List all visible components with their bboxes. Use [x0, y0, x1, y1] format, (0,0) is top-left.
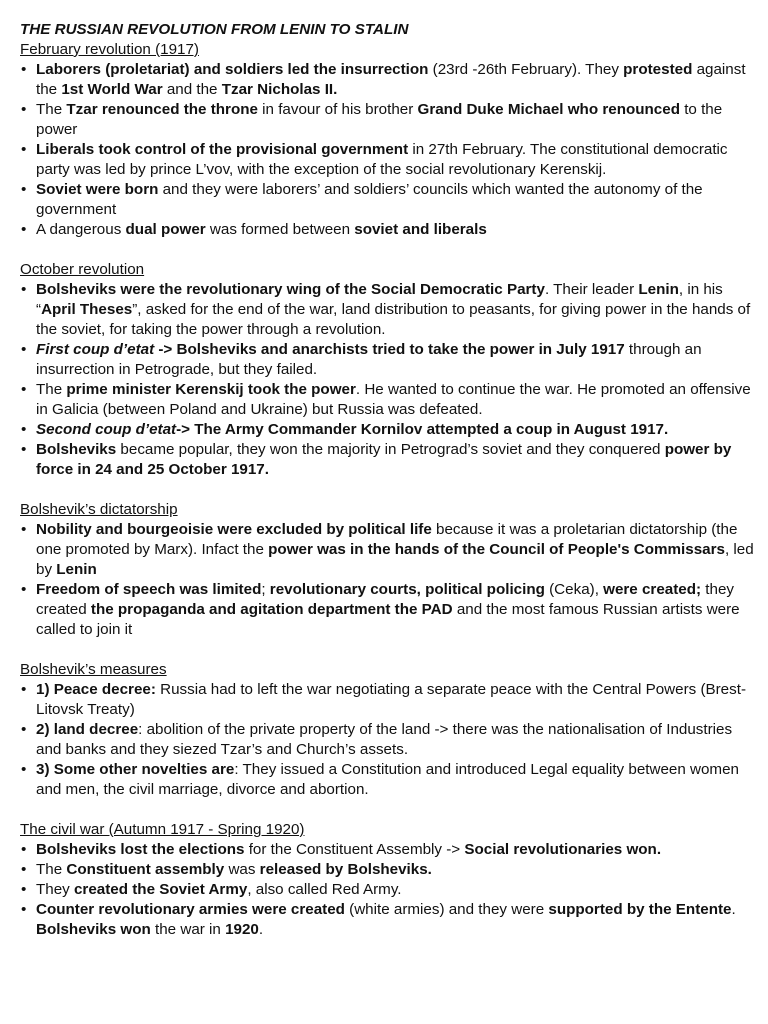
list-item	[20, 100, 754, 140]
text-run: power was in the hands of the Council of People's Commissars	[268, 541, 725, 558]
text-run: The	[36, 101, 67, 118]
text-run: Lenin	[638, 281, 679, 298]
text-run: Bolsheviks and anarchists tried to take the power in July 1917	[176, 341, 625, 358]
text-run: . He wanted to continue the war. He promoted an offensive in Galicia (between Poland and Ukraine) but Russia was defeated.	[36, 381, 751, 418]
section-heading: October revolution	[20, 261, 145, 278]
text-run: 1st World War	[61, 81, 163, 98]
text-run: ->	[154, 341, 177, 358]
text-run: : abolition of the private property of the land -> there was the nationalisation of Industries and banks and they siezed Tzar’s and Church’s assets.	[36, 721, 733, 758]
text-run: : They issued a Constitution and introduced Legal equality between women and men, the civil marriage, divorce and abortion.	[36, 761, 739, 798]
text-run: the propaganda and agitation department the PAD	[90, 601, 453, 618]
bullet-icon: •	[21, 901, 27, 918]
text-run: Grand Duke Michael who renounced	[417, 101, 680, 118]
text-run: The	[36, 861, 67, 878]
text-run: 2) land decree	[36, 721, 139, 738]
text-run: 1) Peace decree:	[36, 681, 156, 698]
list-item	[20, 420, 754, 440]
section-heading: Bolshevik’s dictatorship	[20, 501, 178, 518]
list-item	[20, 180, 754, 220]
section	[20, 500, 754, 640]
text-run: released by Bolsheviks.	[259, 861, 432, 878]
text-run: became popular, they won the majority in Petrograd’s soviet and they conquered	[116, 441, 665, 458]
text-run: against the	[36, 61, 746, 98]
text-run: (23rd -26th February). They	[428, 61, 624, 78]
section	[20, 820, 754, 940]
text-run: .	[258, 921, 264, 938]
text-run: Bolsheviks	[36, 441, 117, 458]
bullet-icon: •	[21, 681, 27, 698]
list-item	[20, 340, 754, 380]
text-run: Nobility and bourgeoisie were excluded by political life	[36, 521, 432, 538]
bullet-icon: •	[21, 221, 27, 238]
text-run: revolutionary courts, political policing	[269, 581, 545, 598]
bullet-list	[20, 840, 754, 940]
text-run: Russia had to left the war negotiating a separate peace with the Central Powers (Brest-Litovsk Treaty)	[36, 681, 747, 718]
text-run: Second coup d’etat	[36, 421, 177, 438]
text-run: the war in	[150, 921, 226, 938]
text-run: (white armies) and they were	[344, 901, 549, 918]
text-run: in 27th February. The constitutional democratic party was led by prince L’vov, with the exception of the social revolutionary Kerenskij.	[36, 141, 728, 178]
text-run: They	[36, 881, 74, 898]
text-run: for the Constituent Assembly ->	[244, 841, 465, 858]
text-run: , in his “	[36, 281, 723, 318]
text-run: in favour of his brother	[257, 101, 418, 118]
list-item	[20, 520, 754, 580]
bullet-icon: •	[21, 861, 27, 878]
text-run: A dangerous	[36, 221, 126, 238]
text-run: Counter revolutionary armies were created	[36, 901, 345, 918]
text-run: to the power	[36, 101, 723, 138]
bullet-icon: •	[21, 421, 27, 438]
text-run: (Ceka),	[544, 581, 604, 598]
bullet-icon: •	[21, 721, 27, 738]
text-run: First coup d’etat	[36, 341, 155, 358]
list-item	[20, 760, 754, 800]
section	[20, 40, 754, 240]
list-item	[20, 840, 754, 860]
text-run: . Their leader	[544, 281, 639, 298]
list-item	[20, 280, 754, 340]
bullet-icon: •	[21, 101, 27, 118]
text-run: and the most famous Russian artists were called to join it	[36, 601, 740, 638]
list-item	[20, 220, 754, 240]
text-run: dual power	[125, 221, 206, 238]
text-run: Bolsheviks won	[36, 921, 151, 938]
bullet-icon: •	[21, 581, 27, 598]
text-run: 3) Some other novelties are	[36, 761, 235, 778]
bullet-icon: •	[21, 61, 27, 78]
text-run: .	[731, 901, 736, 918]
text-run: and they were laborers’ and soldiers’ councils which wanted the autonomy of the government	[36, 181, 703, 218]
document-title: THE RUSSIAN REVOLUTION FROM LENIN TO STALIN	[20, 21, 409, 38]
text-run: because it was a proletarian dictatorship (the one promoted by Marx). Infact the	[36, 521, 738, 558]
text-run: through an insurrection in Petrograde, but they failed.	[36, 341, 702, 378]
text-run: Tzar renounced the throne	[66, 101, 258, 118]
bullet-icon: •	[21, 381, 27, 398]
text-run: 1920	[225, 921, 259, 938]
bullet-icon: •	[21, 141, 27, 158]
section-heading: February revolution (1917)	[20, 41, 199, 58]
list-item	[20, 720, 754, 760]
text-run: were created;	[603, 581, 702, 598]
text-run: protested	[623, 61, 693, 78]
text-run: Lenin	[56, 561, 97, 578]
text-run: created the Soviet Army	[73, 881, 248, 898]
bullet-icon: •	[21, 181, 27, 198]
text-run: Liberals took control of the provisional government	[36, 141, 409, 158]
text-run: , also called Red Army.	[247, 881, 402, 898]
text-run: supported by the Entente	[548, 901, 732, 918]
bullet-icon: •	[21, 521, 27, 538]
section	[20, 260, 754, 480]
text-run: , led by	[36, 541, 754, 578]
text-run: The	[36, 381, 67, 398]
section	[20, 660, 754, 800]
bullet-icon: •	[21, 281, 27, 298]
bullet-icon: •	[21, 341, 27, 358]
text-run: Freedom of speech was limited	[36, 581, 262, 598]
list-item	[20, 60, 754, 100]
text-run: Tzar Nicholas II.	[221, 81, 338, 98]
document-body	[20, 40, 754, 940]
bullet-list	[20, 680, 754, 800]
text-run: soviet and liberals	[354, 221, 487, 238]
bullet-list	[20, 520, 754, 640]
text-run: and the	[162, 81, 222, 98]
text-run: ;	[261, 581, 270, 598]
text-run: Laborers (proletariat) and soldiers led the insurrection	[36, 61, 429, 78]
text-run: Soviet were born	[36, 181, 159, 198]
text-run: -> The Army Commander Kornilov attempted a coup in August 1917.	[176, 421, 669, 438]
text-run: ”, asked for the end of the war, land distribution to peasants, for giving power in the hands of the soviet, for taking the power through a revolution.	[36, 301, 751, 338]
bullet-icon: •	[21, 841, 27, 858]
text-run: Bolsheviks lost the elections	[36, 841, 245, 858]
text-run: power by force in 24 and 25 October 1917.	[36, 441, 732, 478]
section-heading: The civil war (Autumn 1917 - Spring 1920)	[20, 821, 305, 838]
bullet-icon: •	[21, 441, 27, 458]
list-item	[20, 440, 754, 480]
text-run: April Theses	[41, 301, 133, 318]
text-run: Bolsheviks were the revolutionary wing of the Social Democratic Party	[36, 281, 545, 298]
bullet-icon: •	[21, 761, 27, 778]
bullet-list	[20, 60, 754, 240]
list-item	[20, 580, 754, 640]
bullet-list	[20, 280, 754, 480]
list-item	[20, 860, 754, 880]
section-heading: Bolshevik’s measures	[20, 661, 167, 678]
text-run: Constituent assembly	[66, 861, 225, 878]
list-item	[20, 880, 754, 900]
text-run: was formed between	[205, 221, 355, 238]
list-item	[20, 380, 754, 420]
text-run: Social revolutionaries won.	[464, 841, 662, 858]
text-run: was	[224, 861, 260, 878]
text-run: they created	[36, 581, 735, 618]
list-item	[20, 140, 754, 180]
bullet-icon: •	[21, 881, 27, 898]
list-item	[20, 680, 754, 720]
list-item	[20, 900, 754, 940]
text-run: prime minister Kerenskij took the power	[66, 381, 356, 398]
